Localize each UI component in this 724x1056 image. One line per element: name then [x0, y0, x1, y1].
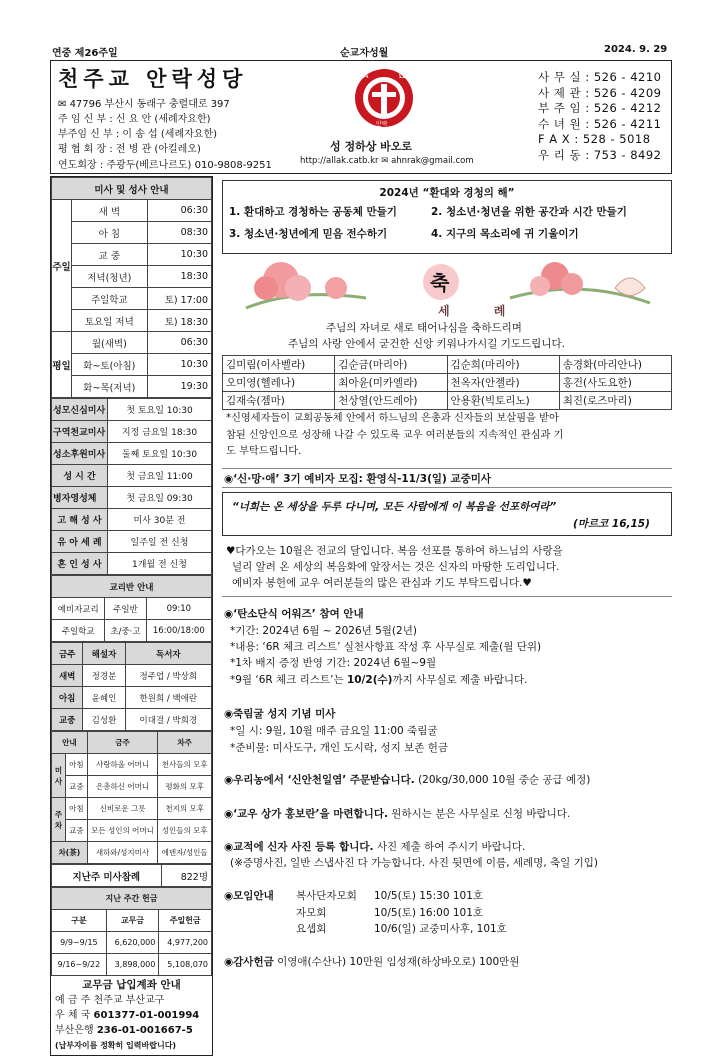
mass-time: 10:30	[147, 354, 211, 376]
tea-next-week: 에덴자/성인들	[158, 842, 212, 864]
offering-sunday: 5,108,070	[159, 954, 212, 976]
mass-slot: 교중	[52, 709, 83, 731]
phone-urido: 우 리 동 : 753 - 8492	[538, 147, 662, 162]
readers-table	[51, 642, 212, 731]
hymn-slot: 아침	[66, 754, 88, 776]
scripture-quote: “너희는 온 세상을 두루 다니며, 모든 사람에게 이 복음을 선포하여라”	[232, 501, 557, 513]
svg-text:A: A	[363, 71, 369, 80]
hymn-next-week: 천사들의 모후	[158, 754, 212, 776]
phone-fax: F A X : 528 - 5018	[538, 132, 651, 146]
col-header: 금주	[87, 732, 158, 754]
col-header: 금주	[52, 643, 83, 665]
mail-icon: ✉	[381, 156, 392, 166]
hymn-slot: 교중	[66, 820, 88, 842]
baptized-name: 송경화(마리안나)	[559, 356, 671, 374]
sacrament-name: 혼 인 성 사	[52, 553, 108, 575]
sacrament-name: 유 아 세 례	[52, 531, 108, 553]
goods-notice: ◉‘교우 상가 홍보란’을 마련합니다. 원하시는 분은 사무실로 신청 바랍니다.	[224, 808, 571, 820]
phone-rectory: 사 제 관 : 526 - 4209	[538, 85, 662, 100]
catechumen-heading: ◉‘신·망·애’ 3기 예비자 모집: 환영식-11/3(일) 교중미사	[224, 473, 492, 485]
attendance-table	[51, 864, 212, 887]
carbon-line: *기간: 2024년 6월 ~ 2026년 5월(2년)	[230, 625, 417, 637]
baptized-name: 김순희(마리아)	[447, 356, 559, 374]
account-post: 우 체 국 601377-01-001994	[55, 1010, 200, 1021]
commentator: 정경분	[83, 665, 125, 687]
scripture-ref: (마르코 16,15)	[573, 518, 650, 530]
baptized-name: 홍건(사도요한)	[559, 374, 671, 392]
weekday-label: 평일	[52, 332, 72, 398]
mass-time: 18:30	[147, 266, 211, 288]
shrine-heading: ◉죽림굴 성지 기념 미사	[224, 708, 336, 720]
lectors: 정주업 / 박상희	[125, 665, 211, 687]
contact-links	[300, 156, 474, 166]
council-president: 평 협 회 장 : 전 병 관 (아킬레오)	[58, 144, 201, 155]
doctrine-class: 예비자교리	[52, 598, 105, 620]
mass-time: 06:30	[147, 200, 211, 222]
phone-convent: 수 녀 원 : 526 - 4211	[538, 116, 662, 131]
mass-name: 월(새벽)	[72, 332, 148, 354]
hymn-next-week: 평화의 모후	[158, 776, 212, 798]
shrine-line: *준비물: 미사도구, 개인 도시락, 성지 보존 헌금	[230, 742, 449, 754]
sacrament-time: 미사 30분 전	[108, 509, 212, 531]
baptism-line2: 주님의 사랑 안에서 굳건한 신앙 키워나가시길 기도드립니다.	[288, 338, 565, 350]
hymn-next-week: 천지의 모후	[158, 798, 212, 820]
baptized-name: 천옥자(안젤라)	[447, 374, 559, 392]
theme-item: 4. 지구의 목소리에 귀 기울이기	[431, 228, 579, 240]
photo-notice: ◉교적에 신자 사진 등록 합니다. 사진 제출 하여 주시기 바랍니다.	[224, 841, 526, 853]
meeting-group: 요셉회	[296, 923, 327, 935]
mass-time: 06:30	[147, 332, 211, 354]
baptized-name: 김미림(이사벨라)	[223, 356, 335, 374]
catechumen-text: 널리 알려 온 세상의 복음화에 앞장서는 것은 신자의 마땅한 도리입니다.	[232, 561, 560, 573]
baptized-names-table	[222, 355, 672, 410]
bulletin-date: 2024. 9. 29	[604, 44, 668, 55]
lectors: 한원희 / 백애란	[125, 687, 211, 709]
mass-name: 아 침	[72, 222, 148, 244]
carbon-line: *1차 배지 증정 반영 기간: 2024년 6월~9월	[230, 657, 437, 669]
top-bar	[52, 44, 672, 58]
account-holder: 예 금 주 천주교 부산교구	[55, 995, 165, 1006]
mass-time: 토) 17:00	[147, 288, 211, 310]
meeting-time: 10/5(토) 16:00 101호	[374, 907, 484, 919]
mass-name: 새 벽	[72, 200, 148, 222]
account-note: (납부자이름 정확히 입력바랍니다)	[55, 1041, 177, 1050]
phone-office: 사 무 실 : 526 - 4210	[538, 70, 662, 84]
mass-time: 토) 18:30	[147, 310, 211, 332]
sacrament-time: 둘째 토요일 10:30	[108, 443, 212, 465]
sidebar	[50, 176, 213, 1056]
sacrament-time: 첫 금요일 09:30	[108, 487, 212, 509]
col-header: 구분	[52, 910, 107, 932]
hymn-table	[51, 731, 212, 864]
mass-name: 토요일 저녁	[72, 310, 148, 332]
commentator: 윤혜인	[83, 687, 125, 709]
carbon-line: *내용: ‘6R 체크 리스트’ 실천사항표 작성 후 사무실로 제출(월 단위)	[230, 641, 542, 653]
doctrine-time: 09:10	[146, 598, 211, 620]
celebrate-char: 축	[430, 271, 450, 295]
sacrament-table	[51, 398, 212, 575]
account-box	[51, 976, 212, 1055]
phone-list	[538, 70, 662, 163]
col-header: 독서자	[125, 643, 211, 665]
thanks-offering: ◉감사헌금 이영애(수산나) 10만원 임성재(하상바오로) 100만원	[224, 956, 520, 968]
attendance-value: 822명	[161, 865, 211, 887]
parish-logo-icon	[353, 64, 415, 132]
mass-schedule-table	[51, 177, 212, 398]
col-header: 해설자	[83, 643, 125, 665]
mass-name: 화~목(저녁)	[72, 376, 148, 398]
theme-item: 2. 청소년·청년을 위한 공간과 시간 만들기	[431, 206, 627, 218]
hymn-this-week: 모든 성인의 어머니	[87, 820, 158, 842]
attendance-label: 지난주 미사참례	[52, 865, 162, 887]
meeting-group: 자모회	[296, 907, 327, 919]
tea-label: 차(茶)	[52, 842, 88, 864]
rice-notice: ◉우리농에서 ‘신안천일염’ 주문받습니다. (20kg/30,000 10월 중순 공급 예정)	[224, 774, 591, 786]
sacrament-name: 성모신심미사	[52, 399, 108, 421]
hymn-group-label: 주차	[52, 798, 66, 842]
col-header: 교무금	[106, 910, 159, 932]
baptized-name: 최아윤(미카엘라)	[335, 374, 447, 392]
sacrament-name: 성소후원미사	[52, 443, 108, 465]
tea-this-week: 새하와/성지미사	[87, 842, 158, 864]
lectors: 이대걸 / 박희경	[125, 709, 211, 731]
catechumen-text: 예비자 봉헌에 교우 여러분들의 많은 관심과 기도 부탁드립니다.♥	[232, 577, 532, 589]
phone-assistant: 부 주 임 : 526 - 4212	[538, 101, 662, 115]
meeting-heading: ◉모임안내	[224, 890, 274, 902]
hymn-this-week: 사랑하올 어머니	[87, 754, 158, 776]
parish-title: 천주교 안락성당	[58, 67, 248, 91]
offering-week: 9/16~9/22	[52, 954, 107, 976]
baptized-name: 오미영(헬레나)	[223, 374, 335, 392]
mass-slot: 새벽	[52, 665, 83, 687]
hymn-next-week: 성인들의 모후	[158, 820, 212, 842]
offering-sunday: 4,977,200	[159, 932, 212, 954]
meeting-time: 10/6(일) 교중미사후, 101호	[374, 923, 507, 935]
theme-item: 1. 환대하고 경청하는 공동체 만들기	[229, 206, 397, 218]
sacrament-time: 1개월 전 신청	[108, 553, 212, 575]
shrine-line: *일 시: 9월, 10월 매주 금요일 11:00 죽림굴	[230, 725, 438, 737]
sunday-label: 주일	[52, 200, 72, 332]
mass-time: 08:30	[147, 222, 211, 244]
photo-note: (※증명사진, 일반 스냅사진 다 가능합니다. 사진 뒷면에 이름, 세례명, 축일 기입)	[230, 857, 599, 869]
sacrament-time: 일주일 전 신청	[108, 531, 212, 553]
col-header: 주일헌금	[159, 910, 212, 932]
pastor: 주 임 신 부 : 신 요 안 (세례자요한)	[58, 114, 211, 125]
svg-text:안락: 안락	[376, 121, 388, 128]
baptism-note: 참된 신앙인으로 성장해 나갈 수 있도록 교우 여러분들의 지속적인 관심과 기	[226, 430, 564, 441]
sacrament-time: 지정 금요일 18:30	[108, 421, 212, 443]
account-title: 교무금 납입계좌 안내	[82, 979, 181, 991]
baptized-name: 김순금(마리아)	[335, 356, 447, 374]
offering-week: 9/9~9/15	[52, 932, 107, 954]
doctrine-group: 주일반	[105, 598, 146, 620]
mass-slot: 아침	[52, 687, 83, 709]
hymn-slot: 아침	[66, 798, 88, 820]
carbon-line: *9월 ‘6R 체크 리스트’는 10/2(수)까지 사무실로 제출 바랍니다.	[230, 674, 528, 686]
mass-title: 미사 및 성사 안내	[52, 178, 212, 200]
month-theme: 순교자성월	[340, 48, 389, 59]
sacrament-name: 병자영성체	[52, 487, 108, 509]
hymn-this-week: 신비로운 그릇	[87, 798, 158, 820]
catechumen-text: ♥다가오는 10월은 전교의 달입니다. 복음 선포를 통하여 하느님의 사랑을	[226, 545, 563, 557]
year-theme-title: 2024년 “환대와 경청의 해”	[379, 187, 515, 199]
baptized-name: 천상열(안드레아)	[335, 392, 447, 410]
commentator: 김성환	[83, 709, 125, 731]
doctrine-class: 주일학교	[52, 620, 105, 642]
col-header: 차주	[158, 732, 212, 754]
offering-title: 지난 주간 헌금	[52, 888, 212, 910]
sacrament-time: 첫 토요일 10:30	[108, 399, 212, 421]
address: ✉ 47796 부산시 동래구 충렬대로 397	[58, 99, 230, 110]
yeondo-president: 연도회장 : 주광두(베르나르도) 010-9808-9251	[58, 160, 272, 171]
baptism-heading: 세 례	[438, 304, 526, 318]
baptism-line1: 주님의 자녀로 새로 태어나심을 축하드리며	[326, 322, 522, 334]
mass-name: 교 중	[72, 244, 148, 266]
account-bank: 부산은행 236-01-001667-5	[55, 1025, 193, 1036]
baptized-name: 김재숙(젬마)	[223, 392, 335, 410]
mass-time: 19:30	[147, 376, 211, 398]
doctrine-title: 교리반 안내	[52, 576, 212, 598]
patron-saint: 성 정하상 바오로	[330, 140, 413, 153]
mass-time: 10:30	[147, 244, 211, 266]
baptism-note: 도 부탁드립니다.	[226, 446, 302, 457]
baptized-name: 최진(로즈마리)	[559, 392, 671, 410]
hymn-slot: 교중	[66, 776, 88, 798]
theme-item: 3. 청소년·청년에게 믿음 전수하기	[229, 228, 388, 240]
carnation-left-icon	[236, 258, 376, 318]
liturgical-week: 연중 제26주일	[52, 48, 118, 59]
sacrament-name: 성 시 간	[52, 465, 108, 487]
meeting-time: 10/5(토) 15:30 101호	[374, 890, 484, 902]
meeting-group: 복사단자모회	[296, 890, 357, 902]
svg-text:Ω: Ω	[399, 71, 406, 80]
website-link[interactable]: http://allak.catb.kr	[300, 156, 379, 166]
doctrine-group: 초/중·고	[105, 620, 146, 642]
mass-name: 저녁(청년)	[72, 266, 148, 288]
offering-dues: 3,898,000	[106, 954, 159, 976]
hymn-group-label: 미사	[52, 754, 66, 798]
sacrament-name: 구역천교미사	[52, 421, 108, 443]
sacrament-time: 첫 금요일 11:00	[108, 465, 212, 487]
mass-name: 화~토(아침)	[72, 354, 148, 376]
offering-table	[51, 887, 212, 976]
mail-icon: ✉	[58, 99, 70, 110]
newly-baptized	[222, 355, 672, 410]
mass-name: 주일학교	[72, 288, 148, 310]
doctrine-time: 16:00/18:00	[146, 620, 211, 642]
sacrament-name: 고 해 성 사	[52, 509, 108, 531]
baptism-note: *신영세자들이 교회공동체 안에서 하느님의 은총과 신자들의 보살핌을 받아	[226, 413, 559, 424]
offering-dues: 6,620,000	[106, 932, 159, 954]
carbon-heading: ◉‘탄소단식 어워즈’ 참여 안내	[224, 608, 364, 620]
hymn-this-week: 은총하신 어머니	[87, 776, 158, 798]
baptized-name: 안용환(빅토리노)	[447, 392, 559, 410]
assistant-pastor: 부주임 신 부 : 이 송 섭 (세례자요한)	[58, 129, 218, 140]
year-theme-box	[222, 180, 672, 254]
doctrine-table	[51, 575, 212, 642]
email-link[interactable]: ahnrak@gmail.com	[391, 156, 474, 166]
col-header: 안내	[52, 732, 88, 754]
